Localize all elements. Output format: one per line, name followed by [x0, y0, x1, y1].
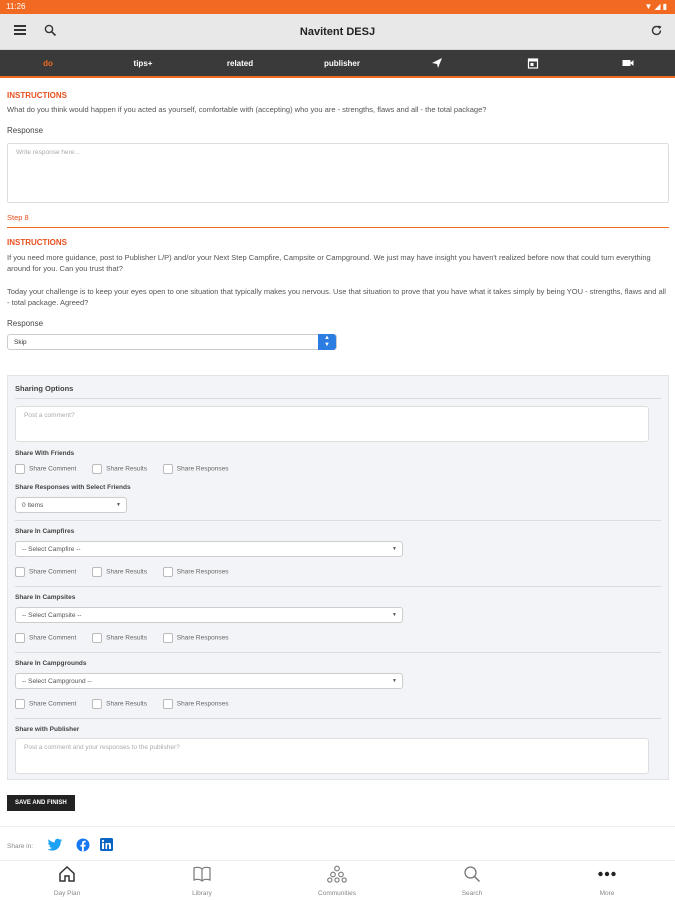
step-title: Step 8	[7, 213, 29, 222]
section-divider	[15, 586, 661, 587]
instructions-heading-prev: INSTRUCTIONS	[7, 91, 67, 100]
friends-comment-checkbox[interactable]	[15, 464, 25, 474]
save-and-finish-button[interactable]: SAVE AND FINISH	[7, 795, 75, 811]
select-arrows-icon: ▲ ▼	[318, 334, 336, 350]
response-select-value: Skip	[14, 339, 27, 346]
comment-input[interactable]: Post a comment?	[15, 406, 649, 442]
sharing-divider	[15, 398, 661, 399]
response-select[interactable]	[7, 334, 337, 350]
share-friends-heading: Share With Friends	[15, 450, 75, 457]
chevron-down-icon: ▼	[116, 502, 121, 508]
response-label-prev: Response	[7, 126, 44, 135]
section-divider	[15, 652, 661, 653]
friends-responses-checkbox[interactable]	[163, 464, 173, 474]
friends-options	[15, 464, 242, 474]
option-label: Share Responses	[176, 634, 229, 642]
status-bar	[0, 0, 675, 14]
option-label: Share Comment	[29, 634, 77, 642]
campsite-select-value: -- Select Campsite --	[22, 612, 82, 619]
tab-related[interactable]: related	[226, 59, 254, 68]
campsite-options	[15, 633, 242, 643]
twitter-icon[interactable]	[47, 838, 63, 852]
tab-tips[interactable]: tips+	[133, 59, 153, 68]
facebook-icon[interactable]	[76, 838, 90, 852]
refresh-icon[interactable]	[650, 24, 663, 37]
communities-icon	[327, 865, 347, 883]
app-bar	[0, 14, 675, 50]
option-label: Share Comment	[29, 465, 77, 473]
campfire-select-value: -- Select Campfire --	[22, 546, 81, 553]
bottom-nav	[0, 860, 675, 900]
option-label: Share Results	[106, 700, 147, 708]
campground-select[interactable]	[15, 673, 403, 689]
response-label: Response	[7, 319, 44, 328]
status-icons: ▼◢▮	[644, 2, 669, 11]
option-label: Share Comment	[29, 700, 77, 708]
tab-do[interactable]: do	[43, 59, 53, 68]
friends-results-checkbox[interactable]	[92, 464, 102, 474]
option-label: Share Responses	[176, 465, 229, 473]
nav-communities[interactable]	[297, 865, 377, 897]
instructions-text-prev: What do you think would happen if you acted as yourself, comfortable with (accepting) who you are - strengths, flaws and all - the total package?	[7, 105, 487, 114]
section-divider	[15, 718, 661, 719]
chevron-down-icon: ▼	[392, 678, 397, 684]
campsite-results-checkbox[interactable]	[92, 633, 102, 643]
campsite-select[interactable]	[15, 607, 403, 623]
nav-label: Search	[461, 890, 483, 897]
campground-results-checkbox[interactable]	[92, 699, 102, 709]
chevron-down-icon: ▼	[392, 546, 397, 552]
campsite-responses-checkbox[interactable]	[163, 633, 173, 643]
more-icon	[597, 865, 617, 883]
home-icon	[58, 865, 76, 883]
search-icon	[463, 865, 481, 883]
nav-library[interactable]	[162, 865, 242, 897]
select-friends-dropdown[interactable]	[15, 497, 127, 513]
send-icon[interactable]	[431, 57, 443, 69]
video-icon[interactable]	[622, 57, 635, 69]
publisher-comment-input[interactable]: Post a comment and your responses to the publisher?	[15, 738, 649, 774]
campgrounds-heading: Share In Campgrounds	[15, 660, 87, 667]
nav-day-plan[interactable]	[27, 865, 107, 897]
calendar-icon[interactable]	[527, 57, 539, 69]
campfires-heading: Share In Campfires	[15, 528, 75, 535]
campfire-options	[15, 567, 242, 577]
nav-label: Day Plan	[53, 890, 81, 897]
nav-label: Library	[192, 890, 212, 897]
tab-bar	[0, 50, 675, 78]
option-label: Share Comment	[29, 568, 77, 576]
sharing-title: Sharing Options	[15, 384, 74, 393]
instructions-text-2: Today your challenge is to keep your eyes open to one situation that typically makes you nervous. Use that situation to prove that you have what it takes simply by being YOU - strengths, flaws and all - total package. Agreed?	[7, 287, 666, 307]
instructions-text-1: If you need more guidance, post to Publisher L/P) and/or your Next Step Campfire, Campsite or Campground. We just may have insight you haven't realized before now that could turn everything around for you. Can you trust that?	[7, 253, 651, 273]
publisher-heading: Share with Publisher	[15, 726, 80, 733]
option-label: Share Results	[106, 568, 147, 576]
campground-options	[15, 699, 242, 709]
select-friends-value: 0 Items	[22, 502, 44, 509]
option-label: Share Responses	[176, 568, 229, 576]
step-divider	[7, 227, 669, 228]
nav-search[interactable]	[432, 865, 512, 897]
campsite-comment-checkbox[interactable]	[15, 633, 25, 643]
select-friends-heading: Share Responses with Select Friends	[15, 484, 131, 491]
chevron-down-icon: ▼	[392, 612, 397, 618]
campfire-results-checkbox[interactable]	[92, 567, 102, 577]
nav-label: More	[599, 890, 615, 897]
nav-more[interactable]	[567, 865, 647, 897]
campfire-responses-checkbox[interactable]	[163, 567, 173, 577]
book-icon	[192, 865, 212, 883]
option-label: Share Results	[106, 465, 147, 473]
linkedin-icon[interactable]	[100, 838, 113, 851]
sharing-panel	[7, 375, 669, 780]
campground-comment-checkbox[interactable]	[15, 699, 25, 709]
section-divider	[15, 520, 661, 521]
campsites-heading: Share In Campsites	[15, 594, 76, 601]
nav-label: Communities	[318, 890, 356, 897]
campground-responses-checkbox[interactable]	[163, 699, 173, 709]
social-share-row	[0, 826, 675, 862]
instructions-heading: INSTRUCTIONS	[7, 238, 67, 247]
option-label: Share Responses	[176, 700, 229, 708]
status-time: 11:26	[6, 2, 26, 11]
page-title: Navitent DESJ	[299, 26, 376, 38]
campfire-comment-checkbox[interactable]	[15, 567, 25, 577]
share-in-label: Share in:	[7, 843, 34, 850]
campground-select-value: -- Select Campground --	[22, 678, 92, 685]
option-label: Share Results	[106, 634, 147, 642]
campfire-select[interactable]	[15, 541, 403, 557]
response-textarea[interactable]: Write response here...	[7, 143, 669, 203]
tab-publisher[interactable]: publisher	[323, 59, 361, 68]
